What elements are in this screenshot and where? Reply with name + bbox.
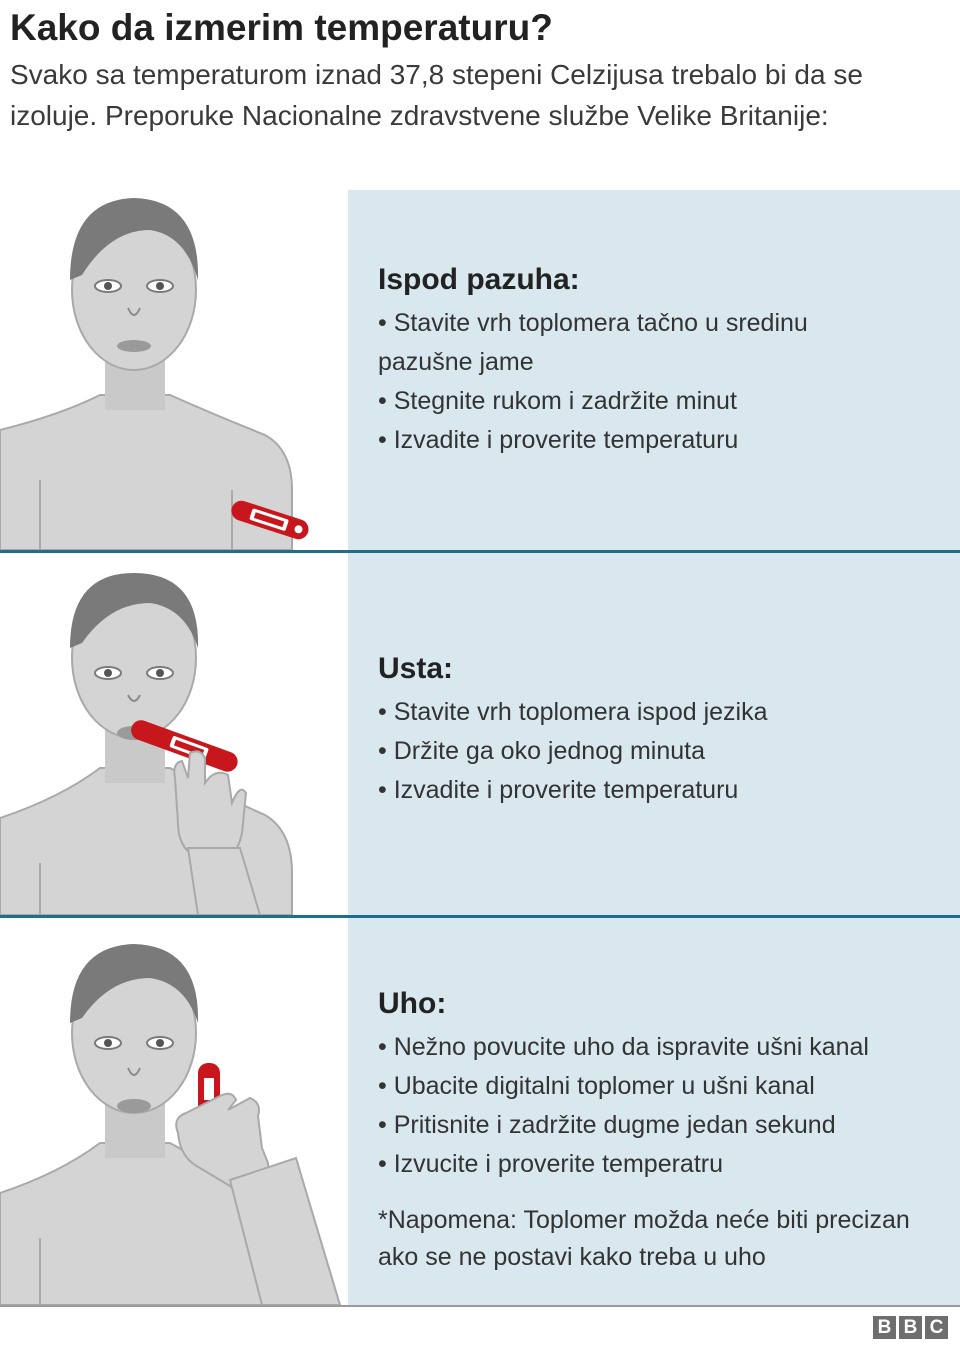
ear-step-2: • Ubacite digitalni toplomer u ušni kanal — [378, 1072, 815, 1100]
ear-instructions-box — [348, 918, 960, 1305]
panel-mouth — [0, 553, 960, 915]
ear-note: *Napomena: Toplomer možda neće biti precizan ako se ne postavi kako treba u uho — [378, 1206, 910, 1271]
armpit-step-1: • Stavite vrh toplomera tačno u sredinu pazušne jame — [378, 309, 808, 376]
logo-letter: C — [925, 1316, 948, 1339]
footer-divider — [0, 1305, 960, 1307]
logo-letter: B — [873, 1316, 896, 1339]
bbc-logo — [873, 1316, 948, 1339]
mouth-instructions-box — [348, 553, 960, 915]
ear-heading: Uho: — [378, 987, 447, 1020]
header — [10, 6, 950, 136]
logo-letter: B — [899, 1316, 922, 1339]
mouth-step-2: • Držite ga oko jednog minuta — [378, 737, 705, 765]
armpit-heading: Ispod pazuha: — [378, 263, 580, 296]
ear-step-4: • Izvucite i proverite temperatru — [378, 1150, 723, 1178]
ear-step-3: • Pritisnite i zadržite dugme jedan sekund — [378, 1111, 836, 1139]
ear-step-1: • Nežno povucite uho da ispravite ušni kanal — [378, 1033, 869, 1061]
armpit-illustration — [0, 190, 348, 550]
panel-armpit — [0, 190, 960, 550]
armpit-instructions-box — [348, 190, 960, 550]
page-subtitle: Svako sa temperaturom iznad 37,8 stepeni Celzijusa trebalo bi da se izoluje. Preporuke Nacionalne zdravstvene službe Velike Britanije: — [10, 59, 863, 131]
armpit-step-2: • Stegnite rukom i zadržite minut — [378, 387, 737, 415]
panel-ear — [0, 918, 960, 1305]
ear-illustration — [0, 918, 348, 1305]
mouth-heading: Usta: — [378, 652, 454, 685]
mouth-illustration — [0, 553, 348, 915]
armpit-step-3: • Izvadite i proverite temperaturu — [378, 426, 739, 454]
mouth-step-3: • Izvadite i proverite temperaturu — [378, 776, 739, 804]
page-title: Kako da izmerim temperaturu? — [10, 7, 553, 48]
mouth-step-1: • Stavite vrh toplomera ispod jezika — [378, 698, 768, 726]
